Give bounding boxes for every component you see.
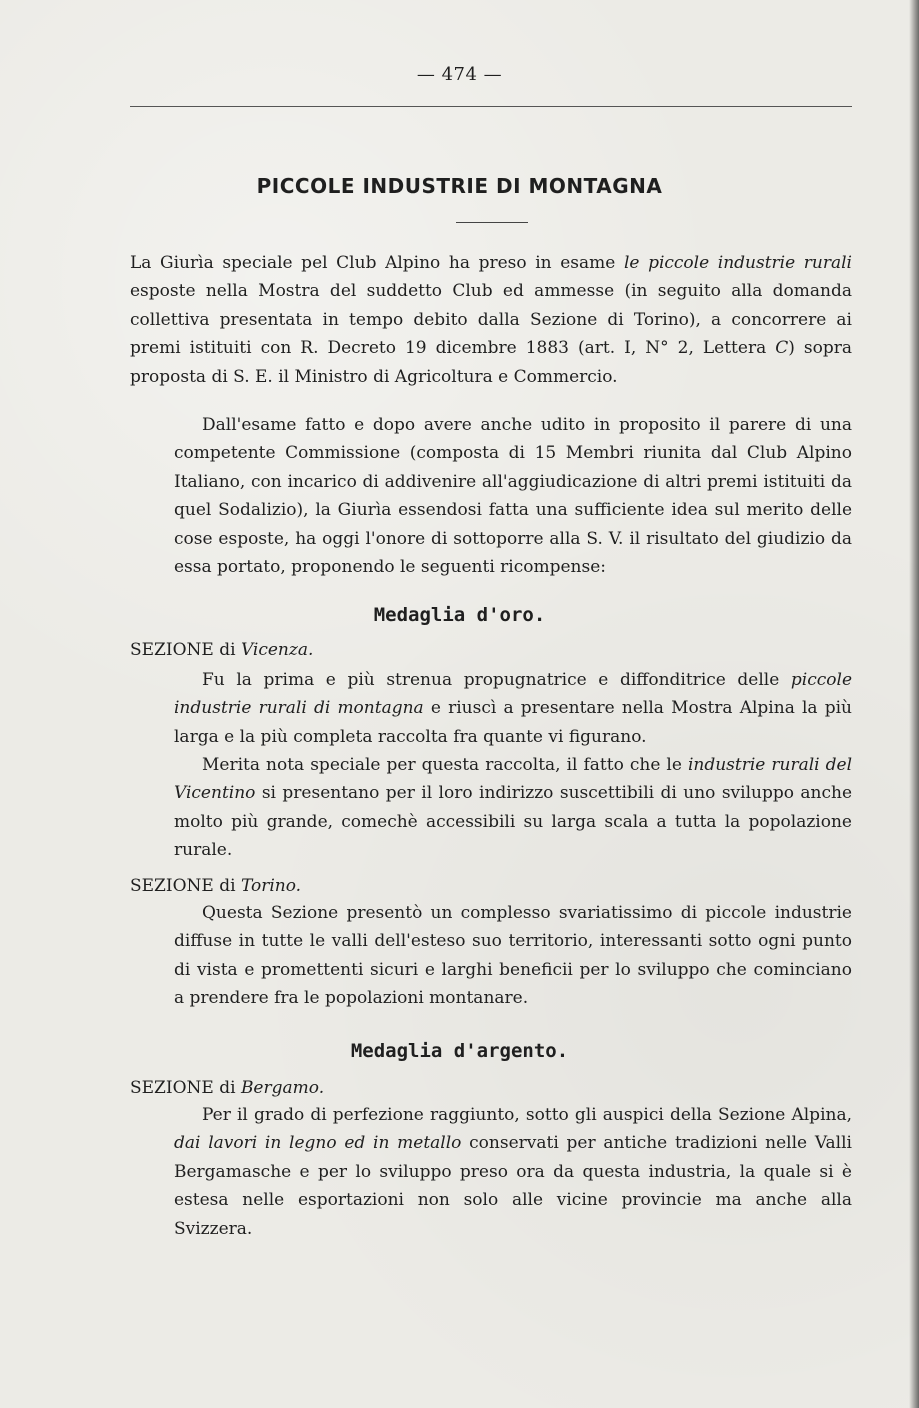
section-torino-label	[130, 872, 301, 900]
vicenza-p2-italic: industrie rurali del Vicentino	[174, 755, 853, 804]
intro-italic-2: C	[775, 338, 789, 359]
intro-text-3: ) sopra proposta di S. E. il Ministro di Agricoltura e Commercio.	[130, 338, 852, 387]
section-bergamo-place: Bergamo.	[240, 1078, 325, 1098]
page-edge-shadow	[909, 0, 919, 1408]
vicenza-p1-italic: piccole industrie rurali di montagna	[174, 670, 852, 719]
silver-medal-heading: Medaglia d'argento.	[350, 1040, 569, 1062]
intro-text-2: esposte nella Mostra del suddetto Club ed ammesse (in seguito alla domanda collettiva presentata in tempo debito dalla Sezione di Torino), a concorrere ai premi istituiti con R. Decreto 19 dicembre 1883 (art. I, N° 2, Lettera	[130, 281, 852, 359]
bergamo-p1-italic: dai lavori in legno ed in metallo	[174, 1133, 462, 1154]
bergamo-p1-text-1: Per il grado di perfezione raggiunto, sotto gli auspici della Sezione Alpina,	[202, 1105, 852, 1125]
section-vicenza-label	[130, 636, 313, 664]
intro-italic-1: le piccole industrie rurali	[623, 253, 852, 273]
torino-paragraph: Questa Sezione presentò un complesso svariatissimo di piccole industrie diffuse in tutte le valli dell'esteso suo territorio, interessanti sotto ogni punto di vista e promettenti sicuri e larghi beneficii per lo sviluppo che cominciano a prendere fra le popolazioni montanare.	[174, 903, 852, 1009]
article-title: PICCOLE INDUSTRIE DI MONTAGNA	[256, 174, 663, 198]
section-bergamo-prefix: SEZIONE di	[130, 1078, 241, 1098]
vicenza-p2-text-2: si presentano per il loro indirizzo suscettibili di uno sviluppo anche molto più grande, comechè accessibili su larga scala a tutta la popolazione rurale.	[174, 783, 852, 861]
gold-medal-heading: Medaglia d'oro.	[373, 604, 546, 626]
bergamo-p1-text-2: conservati per antiche tradizioni nelle Valli Bergamasche e per lo sviluppo preso ora da questa industria, la quale si è estesa nelle esportazioni non solo alle vicine provincie ma anche alla Svizzera.	[174, 1133, 852, 1239]
vicenza-p2-text-1: Merita nota speciale per questa raccolta, il fatto che le	[202, 755, 688, 775]
vicenza-paragraph-1	[174, 666, 852, 751]
bergamo-paragraph	[174, 1101, 852, 1243]
exam-paragraph: Dall'esame fatto e dopo avere anche udito in proposito il parere di una competente Commissione (composta di 15 Membri riunita dal Club Alpino Italiano, con incarico di addivenire all'aggiudicazione di altri premi istituiti da quel Sodalizio), la Giurìa essendosi fatta una sufficiente idea sul merito delle cose esposte, ha oggi l'onore di sottoporre alla S. V. il risultato del giudizio da essa portato, proponendo le seguenti ricompense:	[174, 415, 852, 578]
intro-text-1: La Giurìa speciale pel Club Alpino ha preso in esame	[130, 253, 624, 273]
vicenza-p1-text-1: Fu la prima e più strenua propugnatrice e diffonditrice delle	[202, 670, 791, 690]
vicenza-paragraph-2	[174, 751, 852, 865]
section-torino-prefix: SEZIONE di	[130, 876, 241, 896]
section-vicenza-place: Vicenza.	[240, 640, 314, 660]
page-number: — 474 —	[416, 64, 503, 85]
section-vicenza-prefix: SEZIONE di	[130, 640, 241, 660]
title-rule	[456, 222, 528, 223]
vicenza-p1-text-2: e riuscì a presentare nella Mostra Alpina la più larga e la più completa raccolta fra quante vi figurano.	[174, 698, 853, 747]
section-bergamo-label	[130, 1074, 324, 1102]
header-rule	[130, 106, 852, 107]
section-torino-place: Torino.	[240, 876, 302, 896]
intro-paragraph	[130, 249, 852, 391]
